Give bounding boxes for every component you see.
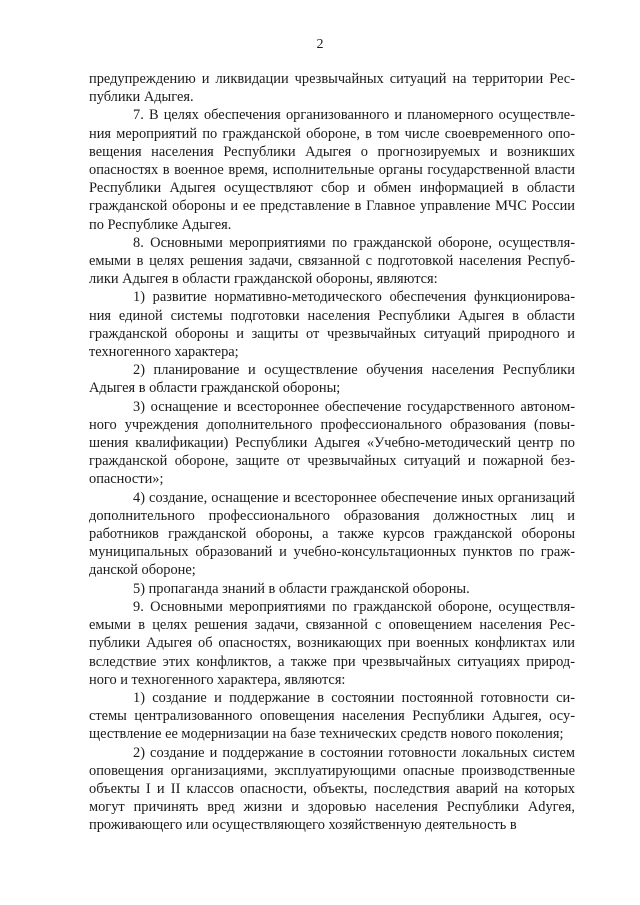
list-item-8-5: 5) пропаганда знаний в области гражданской обороны. xyxy=(133,580,470,597)
document-body xyxy=(89,70,575,835)
list-item-8-1: 1) развитие нормативно-методического обеспечения функционирования единой системы подготовки населения Республики Адыгея в области гражданской обороны и защиты от чрезвычайных ситуаций природного и техногенного характера; xyxy=(89,289,575,361)
list-item-8-2: 2) планирование и осуществление обучения населения Республики Адыгея в области гражданской обороны; xyxy=(89,362,575,397)
paragraph-item-9: 9. Основными мероприятиями по гражданской обороне, осуществляемыми в целях решения задачи, связанной с оповещением населения Республики Адыгея об опасностях, возникающих при военных конфликтах или вследствие этих конфликтов, а также при чрезвычайных ситуациях природного и техногенного характера, являются: xyxy=(89,598,575,688)
list-item-9-2: 2) создание и поддержание в состоянии готовности локальных систем оповещения организациями, эксплуатирующими опасные производственные объекты I и II классов опасности, объекты, последствия аварий на которых могут причинять вред жизни и здоровью населения Республики Adyгея, проживающего или осуществляющего хозяйственную деятельность в xyxy=(89,744,575,834)
list-item-9-1: 1) создание и поддержание в состоянии постоянной готовности системы централизованного оповещения населения Республики Адыгея, осуществление ее модернизации на базе технических средств нового поколения; xyxy=(89,689,575,743)
page-number: 2 xyxy=(316,37,324,52)
paragraph-item-7: 7. В целях обеспечения организованного и планомерного осуществления мероприятий по гражданской обороне, в том числе своевременного оповещения населения Республики Адыгея о прогнозируемых и возникших опасностях в военное время, исполнительные органы государственной власти Республики Адыгея осуществляют сбор и обмен информацией в области гражданской обороны и ее представление в Главное управление МЧС России по Республике Адыгея. xyxy=(89,107,575,233)
paragraph-continuation: предупреждению и ликвидации чрезвычайных ситуаций на территории Республики Адыгея. xyxy=(89,71,575,106)
paragraph-item-8: 8. Основными мероприятиями по гражданской обороне, осуществляемыми в целях решения задачи, связанной с подготовкой населения Республики Адыгея в области гражданской обороны, являются: xyxy=(89,234,575,288)
list-item-8-3: 3) оснащение и всестороннее обеспечение государственного автономного учреждения дополнительного профессионального образования (повышения квалификации) Республики Адыгея «Учебно-методический центр по гражданской обороне, защите от чрезвычайных ситуаций и пожарной безопасности»; xyxy=(89,398,575,488)
list-item-8-4: 4) создание, оснащение и всестороннее обеспечение иных организаций дополнительного профессионального образования должностных лиц и работников гражданской обороны, а также курсов гражданской обороны муниципальных образований и учебно-консультационных пунктов по гражданской обороне; xyxy=(89,489,575,579)
